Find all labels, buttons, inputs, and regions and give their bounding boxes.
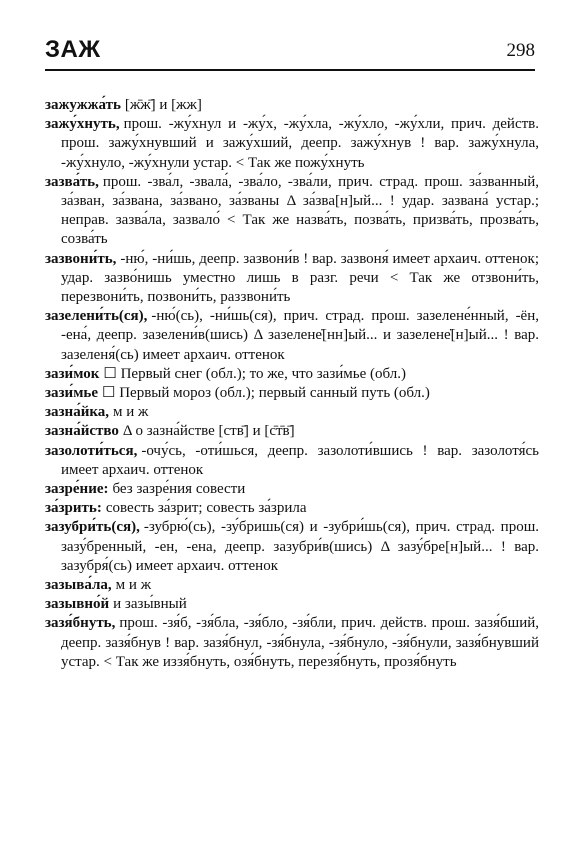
entry-headword: зазолоти́ться,: [45, 442, 138, 459]
dictionary-entry: [45, 614, 539, 672]
entry-definition: прош. -зя́б, -зя́бла, -зя́бло, -зя́бли, прич. действ. прош. зазя́бший, деепр. зазя́бнув ! вар. зазя́бнул, -зя́бнула, -зя́бнуло, -зя́бнули, зазя́бнувший устар. < Так же иззя́бнуть, озя́бнуть, перезя́бнуть, прозя́бнуть: [61, 615, 539, 670]
dictionary-entry: [45, 518, 539, 576]
dictionary-entry: [45, 595, 539, 614]
entry-definition: Δ о зазна́йстве [ств̄] и [с̄т̄в̄]: [122, 423, 295, 440]
entry-headword: зазыва́ла,: [45, 577, 112, 594]
dictionary-entry: [45, 250, 539, 308]
dictionary-entry: [45, 403, 539, 422]
entry-headword: зазва́ть,: [45, 173, 99, 190]
entry-definition: м и ж: [115, 577, 152, 594]
entry-definition: без зазре́ния совести: [112, 481, 246, 498]
entry-definition: совесть за́зрит; совесть за́зрила: [105, 500, 307, 517]
dictionary-entry: [45, 480, 539, 499]
entry-headword: зази́мье: [45, 385, 99, 402]
dictionary-entry: [45, 499, 539, 518]
dictionary-entry: [45, 115, 539, 173]
entry-headword: зазна́йство: [45, 423, 119, 440]
dictionary-entry: [45, 422, 539, 441]
entry-headword: зазвони́ть,: [45, 250, 117, 267]
entry-definition: -ню́, -ни́шь, деепр. зазвони́в ! вар. зазвоня́ имеет архаич. оттенок; удар. зазво́нишь уместно лишь в разг. речи < Так же отзвони́ть, перезвони́ть, позвони́ть, раззвони́ть: [61, 250, 539, 306]
header-rule: [45, 69, 535, 71]
entry-headword: зазубри́ть(ся),: [45, 519, 140, 536]
entry-headword: зазелени́ть(ся),: [45, 308, 148, 325]
entry-definition: ☐ Первый мороз (обл.); первый санный путь (обл.): [102, 385, 430, 402]
dictionary-entry: [45, 576, 539, 595]
dictionary-entry: [45, 307, 539, 365]
entry-definition: -ню́(сь), -ни́шь(ся), прич. страд. прош. зазелене́нный, -ён, -ена́, деепр. зазелени́в(шись) Δ зазелене̇[нн]ый... и зазелене̇[н]ый... ! вар. зазеленя́(сь) имеет архаич. оттенок: [61, 308, 539, 363]
entry-headword: зазывно́й: [45, 596, 110, 613]
entry-definition: м и ж: [113, 404, 149, 421]
entry-headword: зазре́ние:: [45, 481, 109, 498]
entry-headword: зазя́бнуть,: [45, 615, 116, 632]
dictionary-entry: [45, 173, 539, 250]
entry-headword: зажужжа́ть: [45, 97, 121, 113]
entry-definition: -зубрю́(сь), -зу́бришь(ся) и -зубри́шь(ся), прич. страд. прош. зазу́бренный, -ен, -ена, деепр. зазубри́в(шись) Δ зазу́бре[н]ый... ! вар. зазубря́(сь) имеет архаич. оттенок: [61, 519, 539, 574]
dictionary-entries: [45, 96, 539, 672]
dictionary-entry: [45, 365, 539, 384]
entry-definition: ☐ Первый снег (обл.); то же, что зази́мье (обл.): [103, 365, 406, 382]
page-number: 298: [506, 40, 535, 61]
dictionary-entry: [45, 442, 539, 480]
page-header: [45, 36, 535, 72]
entry-headword: зажу́хнуть,: [45, 116, 120, 133]
entry-definition: прош. -зва́л, -звала́, -зва́ло, -зва́ли, прич. страд. прош. за́званный, за́зван, за́звана, за́звано, за́званы Δ за́зва[н]ый... ! удар. зазвана́ устар.; неправ. зазва́ла, зазвало́ < Так же назва́ть, позва́ть, призва́ть, прозва́ть, созва́ть: [61, 173, 539, 248]
dictionary-entry: [45, 96, 539, 115]
entry-headword: зазна́йка,: [45, 404, 110, 421]
running-headword: ЗАЖ: [45, 36, 101, 63]
entry-definition: [ж̄ж̄] и [жж]: [124, 97, 202, 113]
entry-headword: за́зрить:: [45, 500, 102, 517]
entry-definition: прош. -жу́хнул и -жу́х, -жу́хла, -жу́хло, -жу́хли, прич. действ. прош. зажу́хнувший и зажу́хший, деепр. зажу́хнув ! вар. зажу́хнула, -жу́хнуло, -жу́хнули устар. < Так же пожу́хнуть: [61, 116, 539, 171]
entry-headword: зази́мок: [45, 365, 100, 382]
entry-definition: -очу́сь, -оти́шься, деепр. зазолоти́вшись ! вар. зазолотя́сь имеет архаич. оттенок: [61, 442, 539, 478]
dictionary-entry: [45, 384, 539, 403]
entry-definition: и зазы́вный: [113, 596, 187, 613]
